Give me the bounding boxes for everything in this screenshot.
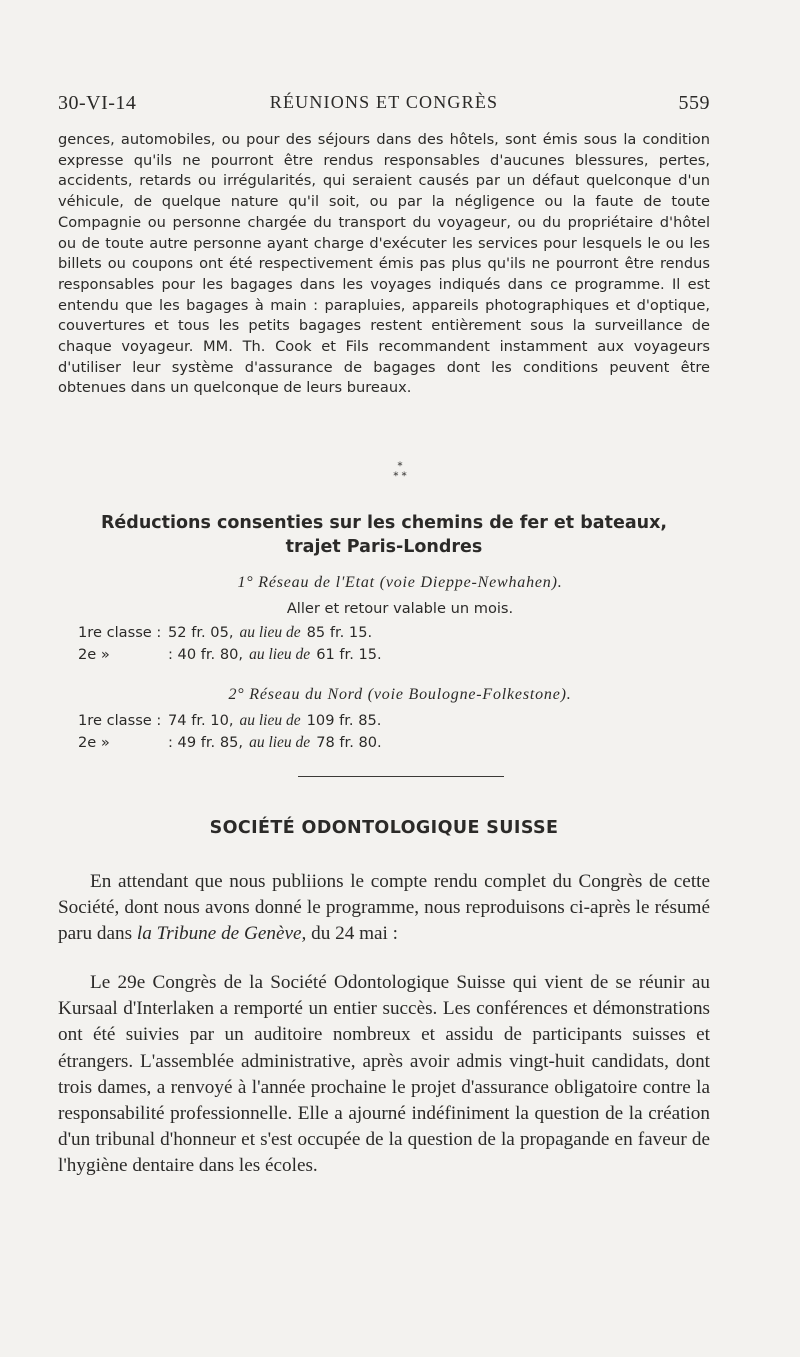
fare-connector: au lieu de bbox=[249, 646, 311, 663]
running-head bbox=[58, 92, 710, 122]
society-paragraph-report: Le 29e Congrès de la Société Odontologique Suisse qui vient de se réunir au Kursaal d'Interlaken a remporté un entier succès. Les conférences et démonstrations ont été suivies par un auditoire nombreux et assidu de participants suisses et étrangers. L'assemblée administrative, après avoir admis vingt-huit candidats, dont trois dames, a renvoyé à l'année prochaine le projet d'assurance obligatoire contre la responsabilité professionnelle. Elle a ajourné indéfiniment la question de la création d'un tribunal d'honneur et s'est occupée de la question de la propagande en faveur de l'hygiène dentaire dans les écoles. bbox=[58, 972, 710, 1177]
fare-row bbox=[78, 624, 372, 642]
header-date: 30-VI-14 bbox=[58, 92, 137, 114]
validity-note: Aller et retour valable un mois. bbox=[286, 600, 514, 617]
asterism-bottom: * * bbox=[393, 471, 407, 482]
fare-row bbox=[78, 646, 382, 664]
network-heading-nord: 2° Réseau du Nord (voie Boulogne-Folkestone). bbox=[228, 686, 572, 703]
asterism-divider bbox=[0, 462, 800, 482]
fare-price: : 49 fr. 85, bbox=[168, 734, 244, 751]
asterism-top: * bbox=[397, 461, 403, 472]
section-divider bbox=[298, 776, 504, 777]
fare-class: 2e » bbox=[78, 646, 110, 663]
header-title: RÉUNIONS ET CONGRÈS bbox=[269, 92, 499, 112]
fare-price: : 40 fr. 80, bbox=[168, 646, 244, 663]
fare-connector: au lieu de bbox=[249, 734, 311, 751]
fare-price: 74 fr. 10, bbox=[168, 712, 234, 729]
fare-class: 1re classe : bbox=[78, 624, 162, 641]
society-title: SOCIÉTÉ ODONTOLOGIQUE SUISSE bbox=[209, 818, 559, 838]
fare-row bbox=[78, 734, 382, 752]
intro-end: du 24 mai : bbox=[311, 923, 398, 945]
reductions-title-line1: Réductions consenties sur les chemins de fer et bateaux, bbox=[100, 513, 668, 533]
reductions-title bbox=[58, 511, 710, 559]
page-number: 559 bbox=[678, 92, 710, 114]
intro-text: En attendant que nous publiions le compte rendu complet du Congrès de cette Société, dont nous avons donné le programme, nous reproduisons ci-après le résumé paru dans bbox=[58, 871, 710, 945]
fare-class: 1re classe : bbox=[78, 712, 162, 729]
fare-full-price: 109 fr. 85. bbox=[306, 712, 382, 729]
network-heading-etat: 1° Réseau de l'Etat (voie Dieppe-Newhahen). bbox=[237, 574, 563, 591]
fare-full-price: 85 fr. 15. bbox=[306, 624, 373, 641]
source-newspaper: la Tribune de Genève, bbox=[136, 923, 307, 945]
fare-row bbox=[78, 712, 381, 730]
fare-connector: au lieu de bbox=[239, 624, 301, 641]
reductions-title-line2: trajet Paris-Londres bbox=[285, 537, 483, 557]
fare-class: 2e » bbox=[78, 734, 110, 751]
fare-full-price: 78 fr. 80. bbox=[316, 734, 382, 751]
society-paragraph-intro bbox=[58, 869, 710, 948]
fare-connector: au lieu de bbox=[239, 712, 301, 729]
continued-paragraph: gences, automobiles, ou pour des séjours dans des hôtels, sont émis sous la condition expresse qu'ils ne pourront être rendus responsables d'aucunes blessures, pertes, accidents, retards ou irrégularités, qui seraient causés par un défaut quelconque d'un véhicule, de quelque nature qu'il soit, ou par la négligence ou la faute de toute Compagnie ou personne chargée du transport du voyageur, ou du propriétaire d'hôtel ou de toute autre personne ayant charge d'exécuter les services pour lesquels le ou les billets ou coupons ont été respectivement émis pas plus qu'ils ne pourront être rendus responsables pour les bagages dans les voyages indiqués dans ce programme. Il est entendu que les bagages à main : parapluies, appareils photographiques et d'optique, couvertures et tous les petits bagages restent entièrement sous la surveillance de chaque voyageur. MM. Th. Cook et Fils recommandent instamment aux voyageurs d'utiliser leur système d'assurance de bagages dont les conditions peuvent être obtenues dans un quelconque de leurs bureaux. bbox=[58, 131, 710, 397]
fare-price: 52 fr. 05, bbox=[168, 624, 234, 641]
fare-full-price: 61 fr. 15. bbox=[316, 646, 382, 663]
